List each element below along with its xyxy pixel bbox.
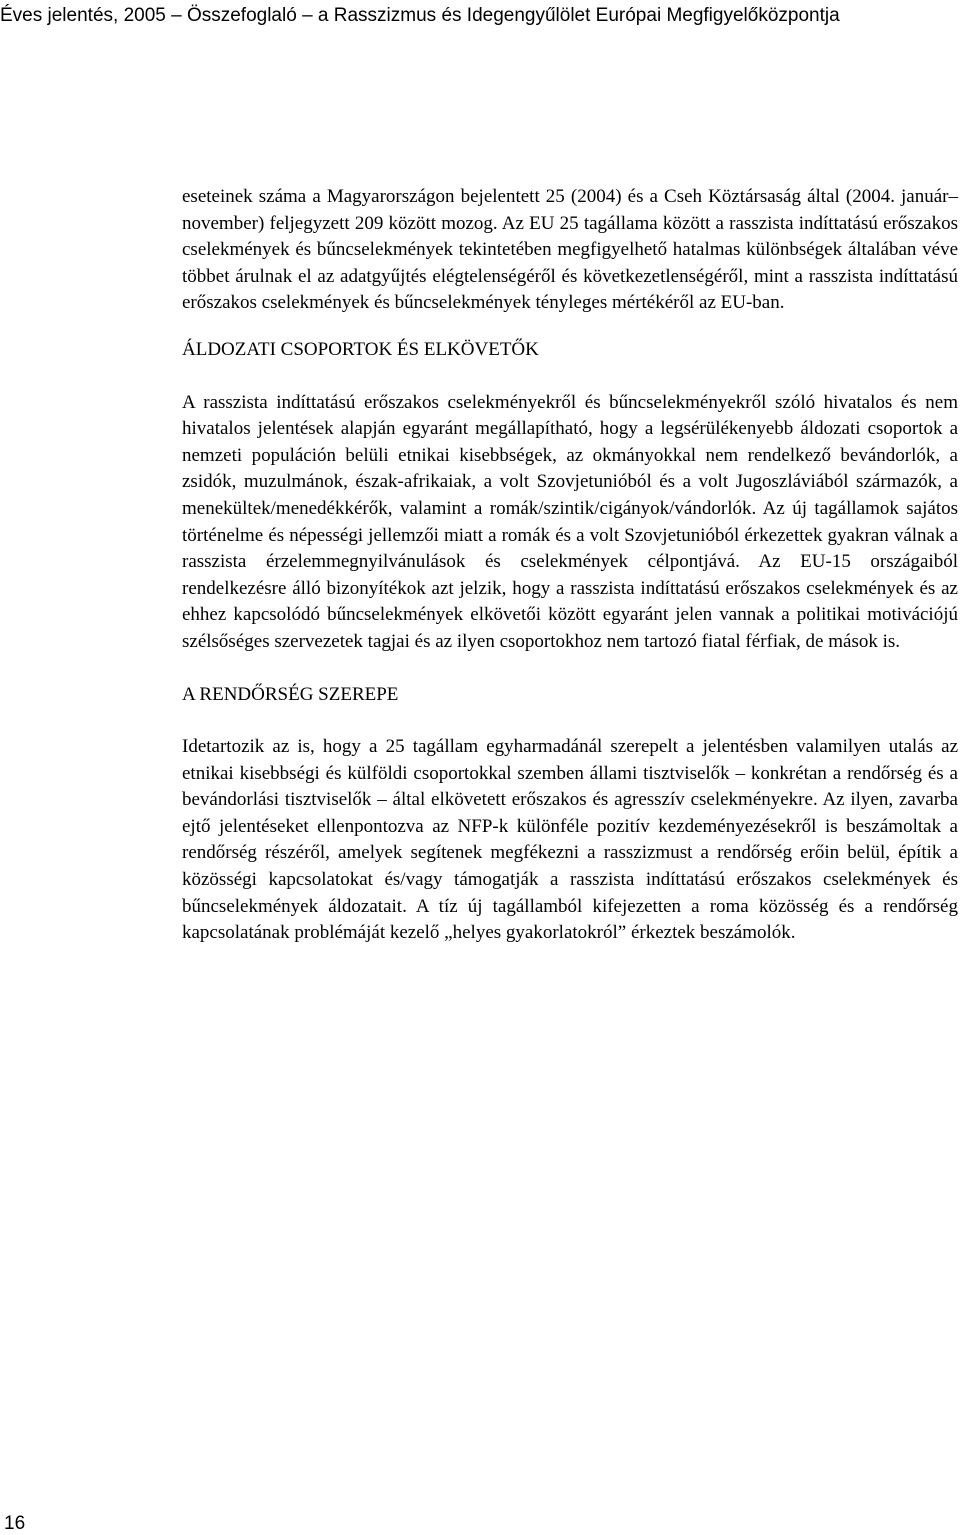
- police-paragraph: Idetartozik az is, hogy a 25 tagállam egyharmadánál szerepelt a jelentésben valamilyen utalás az etnikai kisebbségi és külföldi csoportokkal szemben állami tisztviselők – konkrétan a rendőrség és a bevándorlási tisztviselők – által elkövetett erőszakos és agresszív cselekményekre. Az ilyen, zavarba ejtő jelentéseket ellenpontozva az NFP-k különféle pozitív kezdeményezésekről is beszámoltak a rendőrség részéről, amelyek segítenek megfékezni a rasszizmust a rendőrség erőin belül, építik a közösségi kapcsolatokat és/vagy támogatják a rasszista indíttatású erőszakos cselekmények és bűncselekmények áldozatait. A tíz új tagállamból kifejezetten a roma közösség és a rendőrség kapcsolatának problémáját kezelő „helyes gyakorlatokról” érkeztek beszámolók.: [182, 736, 958, 944]
- victims-paragraph: A rasszista indíttatású erőszakos cselekményekről és bűncselekményekről szóló hivatalos és nem hivatalos jelentések alapján egyaránt megállapítható, hogy a legsérülékenyebb áldozati csoportok a nemzeti populáción belüli etnikai kisebbségek, az okmányokkal nem rendelkező bevándorlók, a zsidók, muzulmánok, észak-afrikaiak, a volt Szovjetunióból és a volt Jugoszláviából származók, a menekültek/menedékkérők, valamint a romák/szintik/cigányok/vándorlók. Az új tagállamok sajátos történelme és népességi jellemzői miatt a romák és a volt Szovjetunióból érkezettek gyakran válnak a rasszista érzelemmegnyilvánulások és cselekmények célpontjává. Az EU-15 országaiból rendelkezésre álló bizonyítékok azt jelzik, hogy a rasszista indíttatású erőszakos cselekmények és az ehhez kapcsolódó bűncselekmények elkövetői között egyaránt jelen vannak a politikai motivációjú szélsőséges szervezetek tagjai és az ilyen csoportokhoz nem tartozó fiatal férfiak, de mások is.: [182, 391, 958, 652]
- document-body: [182, 180, 958, 947]
- section-heading-police: A RENDŐRSÉG SZEREPE: [182, 683, 399, 705]
- page-number: 16: [4, 1513, 26, 1534]
- running-header: Éves jelentés, 2005 – Összefoglaló – a Rasszizmus és Idegengyűlölet Európai Megfigyelőközpontja: [0, 5, 840, 26]
- intro-paragraph: eseteinek száma a Magyarországon bejelentett 25 (2004) és a Cseh Köztársaság által (2004. január–november) feljegyzett 209 között mozog. Az EU 25 tagállama között a rasszista indíttatású erőszakos cselekmények és bűncselekmények tekintetében megfigyelhető hatalmas különbségek általában véve többet árulnak el az adatgyűjtés elégtelenségéről és következetlenségéről, mint a rasszista indíttatású erőszakos cselekmények és bűncselekmények tényleges mértékéről az EU-ban.: [182, 186, 958, 314]
- section-heading-victims: ÁLDOZATI CSOPORTOK ÉS ELKÖVETŐK: [182, 338, 539, 360]
